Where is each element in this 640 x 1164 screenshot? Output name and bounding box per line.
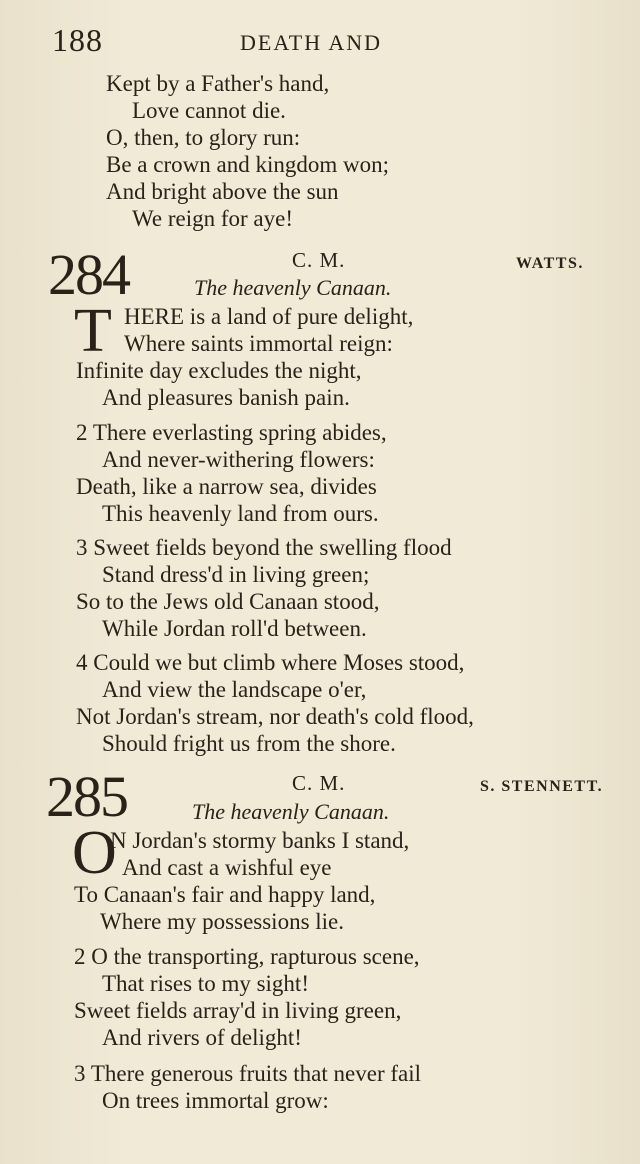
hymn-meter: C. M. (292, 248, 346, 272)
verse-line: Love cannot die. (132, 98, 286, 123)
verse-line: Not Jordan's stream, nor death's cold flood, (76, 704, 474, 729)
hymn-title: The heavenly Canaan. (194, 275, 392, 300)
hymn-author: WATTS. (516, 255, 584, 272)
hymn-meter: C. M. (292, 771, 346, 795)
verse-line: Stand dress'd in living green; (102, 562, 370, 587)
verse-line: And pleasures banish pain. (102, 385, 350, 410)
verse-line: Kept by a Father's hand, (106, 71, 330, 96)
verse-line: And rivers of delight! (102, 1025, 302, 1050)
verse-line: 2 O the transporting, rapturous scene, (74, 944, 420, 969)
verse-line: So to the Jews old Canaan stood, (76, 589, 380, 614)
verse-line: 4 Could we but climb where Moses stood, (76, 650, 465, 675)
hymn-number: 284 (48, 242, 129, 307)
verse-line: While Jordan roll'd between. (102, 616, 367, 641)
verse-line: We reign for aye! (132, 206, 293, 231)
running-head: DEATH AND (240, 30, 383, 55)
page-header (0, 22, 640, 62)
verse-line: Sweet fields array'd in living green, (74, 998, 402, 1023)
verse-line: N Jordan's stormy banks I stand, (110, 828, 410, 853)
verse-line: Be a crown and kingdom won; (106, 152, 389, 177)
hymn-author: S. STENNETT. (480, 778, 604, 795)
verse-line: On trees immortal grow: (102, 1088, 329, 1113)
verse-line: That rises to my sight! (102, 971, 309, 996)
hymn-title: The heavenly Canaan. (192, 799, 390, 824)
verse-line: HERE is a land of pure delight, (124, 304, 414, 329)
verse-line: 2 There everlasting spring abides, (76, 420, 387, 445)
verse-line: And bright above the sun (106, 179, 339, 204)
verse-line: Death, like a narrow sea, divides (76, 474, 377, 499)
verse-line: Infinite day excludes the night, (76, 358, 362, 383)
verse-line: O, then, to glory run: (106, 125, 301, 150)
verse-line: To Canaan's fair and happy land, (74, 882, 376, 907)
verse-line: Where saints immortal reign: (124, 331, 393, 356)
verse-line: This heavenly land from ours. (102, 501, 379, 526)
verse-line: 3 There generous fruits that never fail (74, 1061, 421, 1086)
drop-cap: O (72, 819, 117, 887)
verse-line: 3 Sweet fields beyond the swelling flood (76, 535, 452, 560)
verse-line: And view the landscape o'er, (102, 677, 367, 702)
page-number: 188 (52, 22, 103, 58)
verse-line: And never-withering flowers: (102, 447, 375, 472)
hymn-number: 285 (46, 764, 127, 829)
verse-line: Should fright us from the shore. (102, 731, 396, 756)
verse-line: Where my possessions lie. (100, 909, 345, 934)
verse-line: And cast a wishful eye (122, 855, 332, 880)
drop-cap: T (74, 297, 112, 365)
